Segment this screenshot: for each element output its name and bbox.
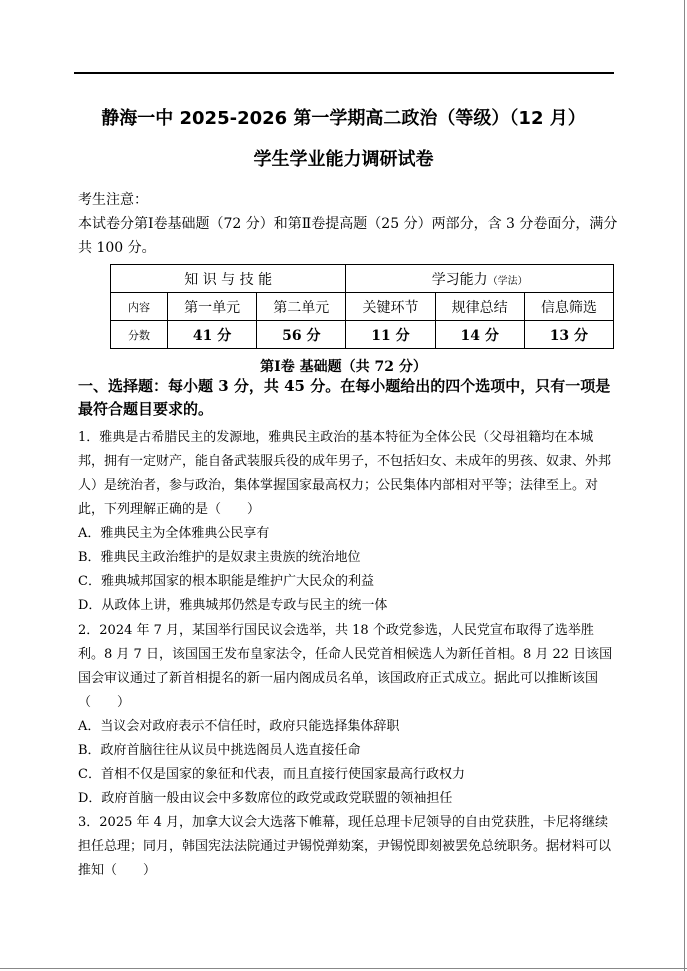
group-ability-note: （学法）: [487, 275, 528, 287]
score-cell: 11 分: [346, 321, 435, 349]
question-stem: 2．2024 年 7 月，某国举行国民议会选举，共 18 个政党参选，人民党宣布取得了选举胜利。8 月 7 日，该国国王发布皇家法令，任命人民党首相候选人为新任首相。8 月 22 日该国国会审议通过了新首相提名的新一届内阁成员名单，该国政府正式成立。据此可以推断该国（ ）: [78, 623, 613, 710]
score-cell: 13 分: [524, 321, 613, 349]
notice-heading: 考生注意：: [78, 192, 148, 208]
question-option: C．首相不仅是国家的象征和代表，而且直接行使国家最高行政权力: [78, 767, 465, 782]
column-header: 第一单元: [168, 293, 257, 321]
question-3: [78, 811, 618, 883]
header-rule: [74, 72, 614, 74]
group-ability-label: 学习能力: [431, 271, 488, 288]
score-cell: 14 分: [435, 321, 524, 349]
exam-title-line2: 学生学业能力调研试卷: [253, 149, 434, 170]
exam-title-line1: 静海一中 2025-2026 第一学期高二政治（等级）（12 月）: [101, 108, 586, 129]
question-option: A．雅典民主为全体雅典公民享有: [78, 526, 270, 541]
notice-text: 本试卷分第Ⅰ卷基础题（72 分）和第Ⅱ卷提高题（25 分）两部分，含 3 分卷面分，满分共 100 分。: [78, 216, 618, 256]
score-cell: 41 分: [168, 321, 257, 349]
question-2: [78, 619, 618, 811]
group-ability: [346, 265, 614, 293]
question-option: D．从政体上讲，雅典城邦仍然是专政与民主的统一体: [78, 598, 388, 613]
question-option: B．雅典民主政治维护的是奴隶主贵族的统治地位: [78, 550, 361, 565]
column-header: 信息筛选: [524, 293, 613, 321]
question-option: C．雅典城邦国家的根本职能是维护广大民众的利益: [78, 574, 374, 589]
question-option: A．当议会对政府表示不信任时，政府只能选择集体辞职: [78, 719, 400, 734]
score-cell: 56 分: [257, 321, 346, 349]
part1-title: 第Ⅰ卷 基础题（共 72 分）: [260, 359, 427, 375]
question-option: D．政府首脑一般由议会中多数席位的政党或政党联盟的领袖担任: [78, 791, 453, 806]
score-table: [110, 264, 614, 349]
column-header: 关键环节: [346, 293, 435, 321]
section-heading: 一、选择题：每小题 3 分，共 45 分。在每小题给出的四个选项中，只有一项是最符合题目要求的。: [78, 377, 611, 418]
row-label-score: 分数: [111, 321, 168, 349]
group-knowledge: 知 识 与 技 能: [111, 265, 346, 293]
question-option: B．政府首脑往往从议员中挑选阁员人选直接任命: [78, 743, 361, 758]
page-edge-bottom: [0, 968, 687, 969]
row-label-content: 内容: [111, 293, 168, 321]
column-header: 第二单元: [257, 293, 346, 321]
question-stem: 1．雅典是古希腊民主的发源地，雅典民主政治的基本特征为全体公民（父母祖籍均在本城邦，拥有一定财产，能自备武装服兵役的成年男子，不包括妇女、未成年的男孩、奴隶、外邦人）是统治者，参与政治，集体掌握国家最高权力；公民集体内部相对平等；法律至上。对此，下列理解正确的是（ ）: [78, 430, 612, 517]
column-header: 规律总结: [435, 293, 524, 321]
question-1: [78, 426, 618, 618]
question-stem: 3．2025 年 4 月，加拿大议会大选落下帷幕，现任总理卡尼领导的自由党获胜，卡尼将继续担任总理；同月，韩国宪法法院通过尹锡悦弹劾案，尹锡悦即刻被罢免总统职务。据材料可以推知（ ）: [78, 815, 612, 878]
